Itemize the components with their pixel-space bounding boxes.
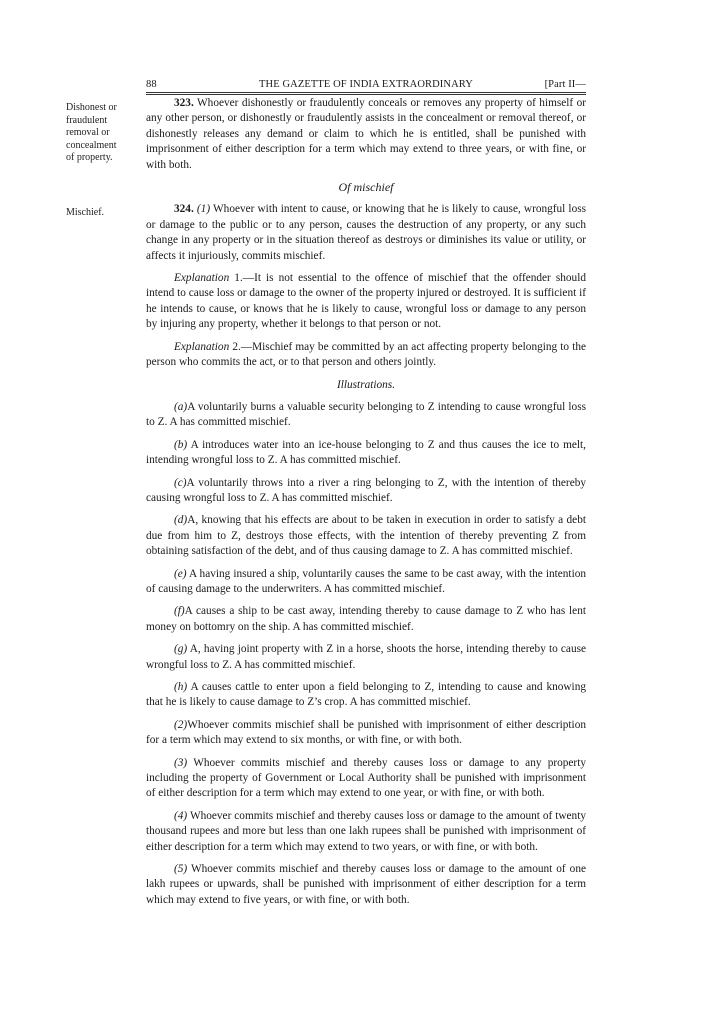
illustrations-heading: Illustrations. (336, 378, 396, 391)
margin-note-line: concealment (66, 139, 117, 151)
explanation-label: Explanation (174, 340, 230, 353)
illustration-text: A introduces water into an ice-house belonging to Z and thus causes the ice to melt, intending wrongful loss to Z. A has committed mischief. (146, 438, 586, 467)
subsection-2 (146, 718, 586, 749)
section-number: 323. (174, 97, 194, 109)
illustration-f (146, 604, 586, 635)
illustration-tag: (c) (174, 476, 187, 489)
illustration-tag: (d) (174, 514, 188, 527)
subsection-tag: (2) (174, 718, 188, 731)
illustration-text: A, having joint property with Z in a horse, shoots the horse, intending thereby to cause wrongful loss to Z. A has committed mischief. (146, 643, 586, 671)
explanation-1 (146, 271, 586, 333)
illustration-tag: (f) (174, 605, 185, 618)
heading-of-mischief: Of mischief (338, 180, 394, 195)
illustration-tag: (e) (174, 567, 187, 580)
section-number: 324. (174, 203, 194, 216)
margin-note-line: removal or (66, 127, 110, 138)
illustration-tag: (h) (174, 681, 188, 693)
section-324 (146, 202, 586, 264)
margin-note-323 (66, 102, 132, 165)
subsection-text: Whoever commits mischief and thereby causes loss or damage to the amount of one lakh rupees or upwards, shall be punished with imprisonment of either description for a term which may extend to five years, or with fine, or with both. (146, 863, 586, 906)
running-header (146, 76, 586, 94)
margin-note-324: Mischief. (66, 207, 105, 218)
margin-note-line: fraudulent (66, 114, 108, 126)
illustration-h (146, 680, 586, 711)
explanation-label: Explanation (174, 272, 230, 285)
illustration-text: A voluntarily burns a valuable security belonging to Z intending to cause wrongful loss to Z. A has committed mischief. (146, 400, 586, 429)
subsection-tag: (1) (196, 203, 211, 216)
illustration-tag: (a) (174, 400, 188, 413)
gazette-title: THE GAZETTE OF INDIA EXTRAORDINARY (259, 79, 473, 90)
illustration-c (146, 476, 586, 507)
illustration-text: A having insured a ship, voluntarily causes the same to be cast away, with the intention of causing damage to the underwriters. A has committed mischief. (146, 567, 586, 595)
subsection-5 (146, 862, 586, 908)
part-label: [Part II— (544, 79, 586, 90)
subsection-tag: (5) (174, 863, 188, 876)
subsection-tag: (4) (174, 809, 188, 822)
header-rule-double (146, 94, 586, 95)
illustration-d (146, 513, 586, 559)
section-text: Whoever dishonestly or fraudulently conceals or removes any property of himself or any other person, or dishonestly or fraudulently assists in the concealment or removal thereof, or dishonestly releases any demand or claim to which he is entitled, shall be punished with imprisonment of either description for a term which may extend to three years, or with fine, or with both. (146, 97, 587, 171)
illustration-text: A causes cattle to enter upon a field belonging to Z, intending to cause and knowing that he is likely to cause damage to Z’s crop. A has committed mischief. (146, 681, 586, 709)
page-number: 88 (146, 79, 157, 90)
illustration-text: A voluntarily throws into a river a ring belonging to Z, with the intention of thereby causing wrongful loss to Z. A has committed mischief. (146, 476, 586, 504)
illustration-a (146, 400, 586, 431)
illustration-e (146, 567, 586, 598)
explanation-2 (146, 340, 586, 371)
subsection-text: Whoever commits mischief shall be punished with imprisonment of either description for a term which may extend to six months, or with fine, or with both. (146, 718, 586, 747)
margin-note-line: Dishonest or (66, 102, 117, 113)
subsection-3 (146, 756, 586, 802)
illustration-tag: (b) (174, 438, 188, 451)
section-text: Whoever with intent to cause, or knowing that he is likely to cause, wrongful loss or damage to the public or to any person, causes the destruction of any property, or any such change in any property or in the situation thereof as destroys or diminishes its value or utility, or affects it injuriously, commits mischief. (146, 203, 587, 262)
header-rule (146, 92, 586, 93)
illustration-text: A causes a ship to be cast away, intending thereby to cause damage to Z who has lent money on bottomry on the ship. A has committed mischief. (146, 605, 586, 633)
explanation-text: 1.—It is not essential to the offence of mischief that the offender should intend to cause loss or damage to the owner of the property injured or destroyed. It is sufficient if he intends to cause, or knows that he is likely to cause, wrongful loss or damage to any person by injuring any property, whether it belongs to that person or not. (146, 272, 586, 331)
explanation-text: 2.—Mischief may be committed by an act affecting property belonging to the person who commits the act, or to that person and others jointly. (146, 340, 586, 369)
illustration-tag: (g) (174, 643, 188, 656)
section-323 (146, 96, 586, 173)
illustration-b (146, 438, 586, 469)
illustration-text: A, knowing that his effects are about to be taken in execution in order to satisfy a debt due from him to Z, destroys those effects, with the intention of thereby preventing Z from obtaining satisfaction of the debt, and of thus causing damage to Z. A has committed mischief. (146, 514, 586, 558)
subsection-text: Whoever commits mischief and thereby causes loss or damage to any property including the property of Government or Local Authority shall be punished with imprisonment of either description for a term which may extend to one year, or with fine, or with both. (146, 756, 586, 800)
margin-note-line: of property. (66, 152, 113, 163)
document-body (146, 96, 586, 915)
subsection-tag: (3) (174, 756, 188, 769)
subsection-text: Whoever commits mischief and thereby causes loss or damage to the amount of twenty thousand rupees and more but less than one lakh rupees shall be punished with imprisonment of either description for a term which may extend to two years, or with fine, or with both. (146, 809, 586, 853)
illustration-g (146, 642, 586, 673)
subsection-4 (146, 809, 586, 855)
